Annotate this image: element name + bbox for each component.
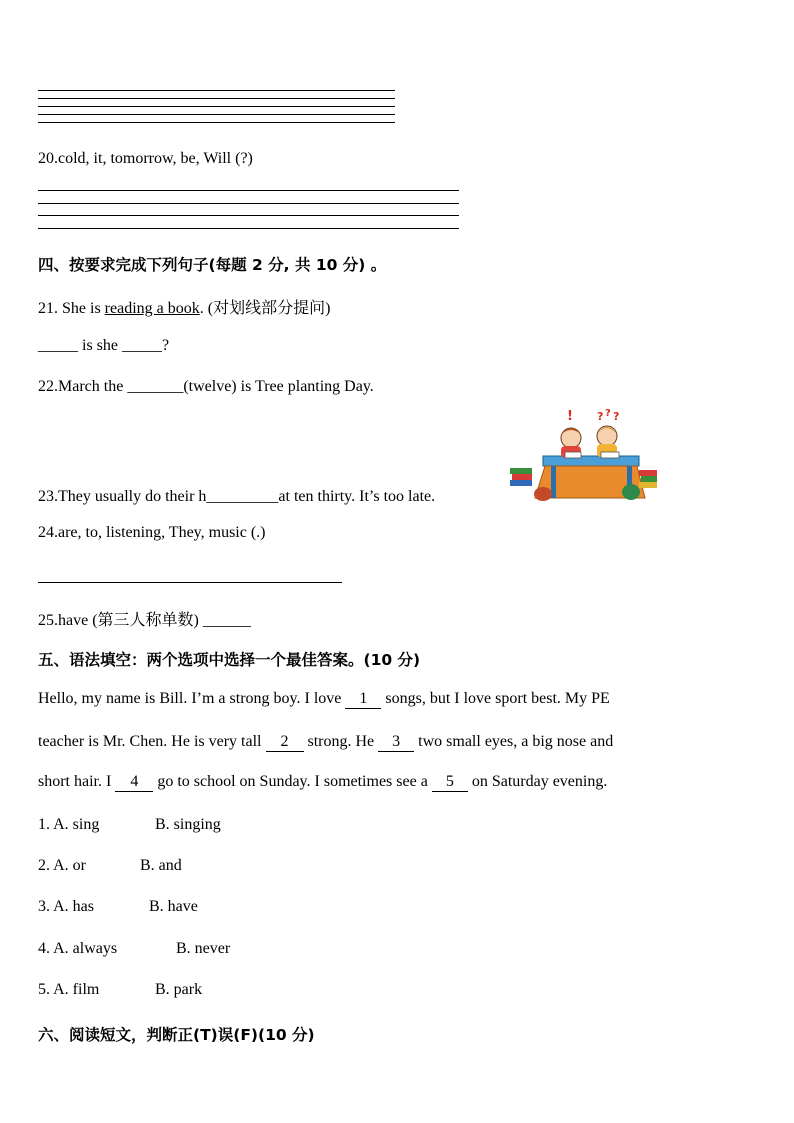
blank-4[interactable]: 4 [115, 773, 153, 792]
svg-text:?: ? [613, 410, 620, 423]
answer-blank[interactable]: ______ [202, 612, 251, 629]
svg-text:?: ? [605, 408, 611, 419]
question-text: 23.They usually do their h [38, 488, 207, 505]
option-3-a[interactable]: 3. A. has [38, 898, 94, 915]
blank-2[interactable]: 2 [266, 733, 304, 752]
option-3-b[interactable]: B. have [149, 898, 198, 915]
answer-line [38, 190, 459, 191]
answer-blank[interactable]: _____ [38, 337, 78, 354]
passage-text: teacher is Mr. Chen. He is very tall [38, 733, 266, 750]
question-21 [38, 295, 330, 318]
answer-line [38, 114, 395, 115]
svg-text:!: ! [567, 409, 573, 424]
answer-blank[interactable]: _______ [127, 378, 184, 395]
answer-blank[interactable]: _________ [206, 488, 279, 505]
question-22 [38, 378, 374, 396]
answer-line [38, 90, 395, 91]
passage-text: strong. He [303, 733, 379, 750]
passage-text: songs, but I love sport best. My PE [381, 690, 610, 707]
question-text: (twelve) is Tree planting Day. [183, 378, 374, 395]
option-1-b[interactable]: B. singing [155, 816, 221, 833]
passage-line-1 [38, 690, 610, 709]
question-text: . She is [54, 300, 105, 317]
answer-line [38, 228, 459, 229]
question-23 [38, 488, 435, 506]
question-21-answer [38, 337, 169, 355]
question-text: 25.have (第三人称单数) [38, 612, 199, 629]
option-4-b[interactable]: B. never [176, 940, 231, 957]
question-text: 22.March the [38, 378, 128, 395]
option-5-b[interactable]: B. park [155, 981, 203, 998]
passage-text: short hair. I [38, 773, 116, 790]
option-2-b[interactable]: B. and [140, 857, 182, 874]
answer-text: is she [82, 337, 118, 354]
question-20: 20.cold, it, tomorrow, be, Will (?) [38, 150, 253, 167]
option-1-a[interactable]: 1. A. sing [38, 816, 100, 833]
question-instruction: . (对划线部分提问) [199, 300, 331, 317]
option-2-a[interactable]: 2. A. or [38, 857, 86, 874]
question-mark: ? [162, 337, 170, 354]
answer-line [38, 106, 395, 107]
question-text: at ten thirty. It’s too late. [278, 488, 436, 505]
question-24: 24.are, to, listening, They, music (.) [38, 524, 266, 541]
question-number: 21 [38, 300, 54, 317]
answer-blank[interactable]: _____ [122, 337, 162, 354]
passage-text: on Saturday evening. [467, 773, 608, 790]
passage-line-2 [38, 733, 613, 752]
section-4-heading: 四、按要求完成下列句子(每题 2 分, 共 10 分) 。 [38, 256, 387, 274]
passage-text: two small eyes, a big nose and [414, 733, 614, 750]
blank-5[interactable]: 5 [432, 773, 468, 792]
passage-text: go to school on Sunday. I sometimes see a [153, 773, 432, 790]
answer-line [38, 203, 459, 204]
answer-line [38, 582, 342, 583]
blank-1[interactable]: 1 [345, 690, 381, 709]
svg-text:?: ? [597, 410, 604, 423]
section-6-heading: 六、阅读短文，判断正(T)误(F)(10 分) [38, 1026, 315, 1044]
option-5-a[interactable]: 5. A. film [38, 981, 100, 998]
blank-3[interactable]: 3 [378, 733, 414, 752]
answer-line [38, 98, 395, 99]
option-4-a[interactable]: 4. A. always [38, 940, 118, 957]
answer-line [38, 122, 395, 123]
kids-studying-illustration [505, 408, 660, 505]
passage-text: Hello, my name is Bill. I’m a strong boy. I love [38, 690, 346, 707]
question-25 [38, 607, 251, 630]
passage-line-3 [38, 773, 607, 792]
section-5-heading: 五、语法填空：两个选项中选择一个最佳答案。(10 分) [38, 651, 421, 669]
underlined-phrase: reading a book [104, 300, 200, 317]
answer-line [38, 215, 459, 216]
